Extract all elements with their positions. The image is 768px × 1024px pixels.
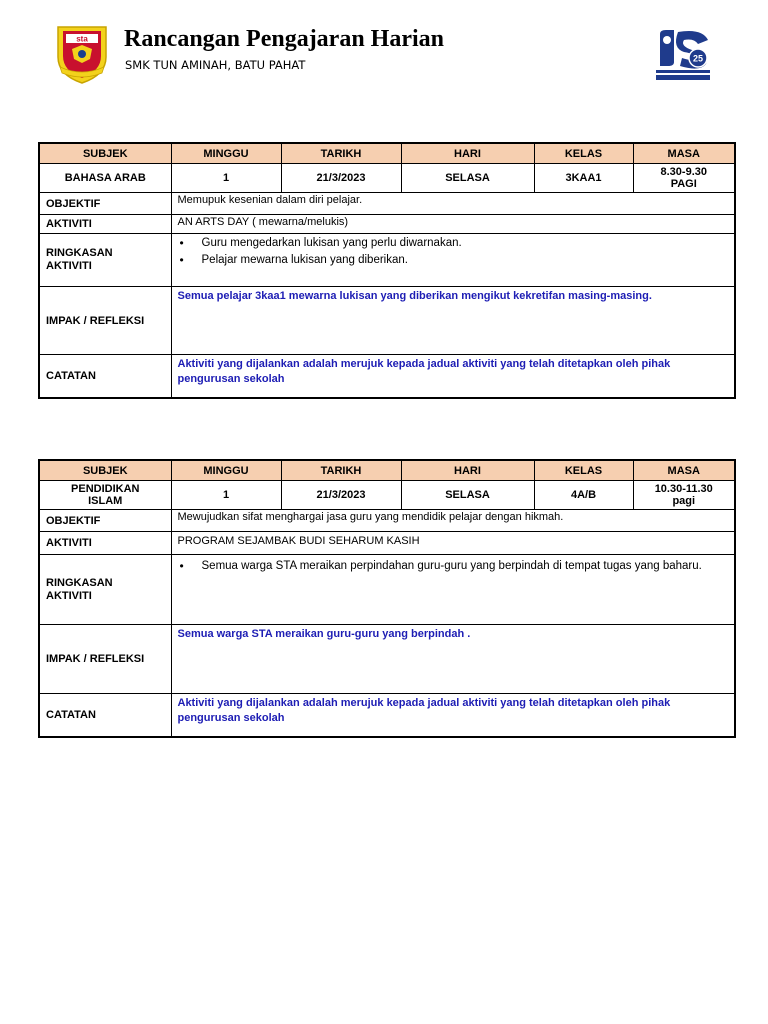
catatan-value: Aktiviti yang dijalankan adalah merujuk kepada jadual aktiviti yang telah ditetapkan oleh pihak pengurusan sekolah <box>171 694 735 737</box>
col-masa: MASA <box>633 143 735 164</box>
ringkasan-label-line-1: RINGKASAN <box>46 576 113 589</box>
ringkasan-list <box>178 235 729 269</box>
col-minggu: MINGGU <box>171 143 281 164</box>
catatan-value: Aktiviti yang dijalankan adalah merujuk kepada jadual aktiviti yang telah ditetapkan oleh pihak pengurusan sekolah <box>171 355 735 398</box>
ringkasan-label-line-1: RINGKASAN <box>46 247 113 259</box>
masa-period: pagi <box>672 495 696 507</box>
table-row <box>39 287 735 355</box>
catatan-label: CATATAN <box>39 355 171 398</box>
ringkasan-list <box>178 556 729 577</box>
minggu-value: 1 <box>171 164 281 193</box>
tarikh-value: 21/3/2023 <box>281 481 401 510</box>
table-row <box>39 164 735 193</box>
col-kelas: KELAS <box>534 460 633 481</box>
table-row <box>39 510 735 532</box>
masa-value <box>633 481 735 510</box>
objektif-value: Mewujudkan sifat menghargai jasa guru yang mendidik pelajar dengan hikmah. <box>171 510 735 532</box>
masa-period: PAGI <box>670 178 697 190</box>
masa-value <box>633 164 735 193</box>
masa-time: 10.30-11.30 <box>654 483 713 495</box>
subjek-line-2: ISLAM <box>88 495 123 507</box>
subjek-value <box>39 481 171 510</box>
objektif-label: OBJEKTIF <box>39 193 171 215</box>
objektif-value: Memupuk kesenian dalam diri pelajar. <box>171 193 735 215</box>
kelas-value: 4A/B <box>534 481 633 510</box>
aktiviti-label: AKTIVITI <box>39 532 171 555</box>
school-name: SMK TUN AMINAH, BATU PAHAT <box>125 58 306 72</box>
table-row <box>39 234 735 287</box>
table-row <box>39 555 735 625</box>
crest-text: sta <box>76 34 88 44</box>
masa-time: 8.30-9.30 <box>660 166 707 178</box>
ringkasan-label <box>39 555 171 625</box>
table-row <box>39 481 735 510</box>
hari-value: SELASA <box>401 164 534 193</box>
table-row <box>39 355 735 398</box>
ringkasan-label-line-2: AKTIVITI <box>46 589 92 602</box>
impak-label: IMPAK / REFLEKSI <box>39 287 171 355</box>
table-row <box>39 694 735 737</box>
school-crest-logo <box>52 23 112 85</box>
minggu-value: 1 <box>171 481 281 510</box>
catatan-label: CATATAN <box>39 694 171 737</box>
subjek-line-1: PENDIDIKAN <box>71 483 140 495</box>
col-masa: MASA <box>633 460 735 481</box>
objektif-label: OBJEKTIF <box>39 510 171 532</box>
table-row <box>39 193 735 215</box>
hari-value: SELASA <box>401 481 534 510</box>
kelas-value: 3KAA1 <box>534 164 633 193</box>
col-tarikh: TARIKH <box>281 143 401 164</box>
ringkasan-value <box>171 555 735 625</box>
table-row <box>39 215 735 234</box>
list-item: • Guru mengedarkan lukisan yang perlu diwarnakan. <box>202 235 729 252</box>
col-kelas: KELAS <box>534 143 633 164</box>
lesson-plan-table-2 <box>38 459 736 738</box>
table-header-row <box>39 143 735 164</box>
ringkasan-label <box>39 234 171 287</box>
table-row <box>39 532 735 555</box>
subjek-value: BAHASA ARAB <box>39 164 171 193</box>
ringkasan-value <box>171 234 735 287</box>
col-hari: HARI <box>401 143 534 164</box>
lesson-plan-table-1 <box>38 142 736 399</box>
ringkasan-label-line-2: AKTIVITI <box>46 260 92 272</box>
aktiviti-label: AKTIVITI <box>39 215 171 234</box>
aktiviti-value: PROGRAM SEJAMBAK BUDI SEHARUM KASIH <box>171 532 735 555</box>
col-subjek: SUBJEK <box>39 460 171 481</box>
impak-label: IMPAK / REFLEKSI <box>39 625 171 694</box>
anniversary-number: 25 <box>692 53 704 64</box>
tarikh-value: 21/3/2023 <box>281 164 401 193</box>
impak-value: Semua pelajar 3kaa1 mewarna lukisan yang diberikan mengikut kekretifan masing-masing. <box>171 287 735 355</box>
impak-value: Semua warga STA meraikan guru-guru yang berpindah . <box>171 625 735 694</box>
table-row <box>39 625 735 694</box>
list-item: • Semua warga STA meraikan perpindahan guru-guru yang berpindah di tempat tugas yang baharu. <box>202 556 729 577</box>
list-item: • Pelajar mewarna lukisan yang diberikan. <box>202 252 729 269</box>
col-hari: HARI <box>401 460 534 481</box>
page-title: Rancangan Pengajaran Harian <box>124 26 445 52</box>
anniversary-logo <box>652 26 714 84</box>
col-minggu: MINGGU <box>171 460 281 481</box>
aktiviti-value: AN ARTS DAY ( mewarna/melukis) <box>171 215 735 234</box>
table-header-row <box>39 460 735 481</box>
col-tarikh: TARIKH <box>281 460 401 481</box>
col-subjek: SUBJEK <box>39 143 171 164</box>
